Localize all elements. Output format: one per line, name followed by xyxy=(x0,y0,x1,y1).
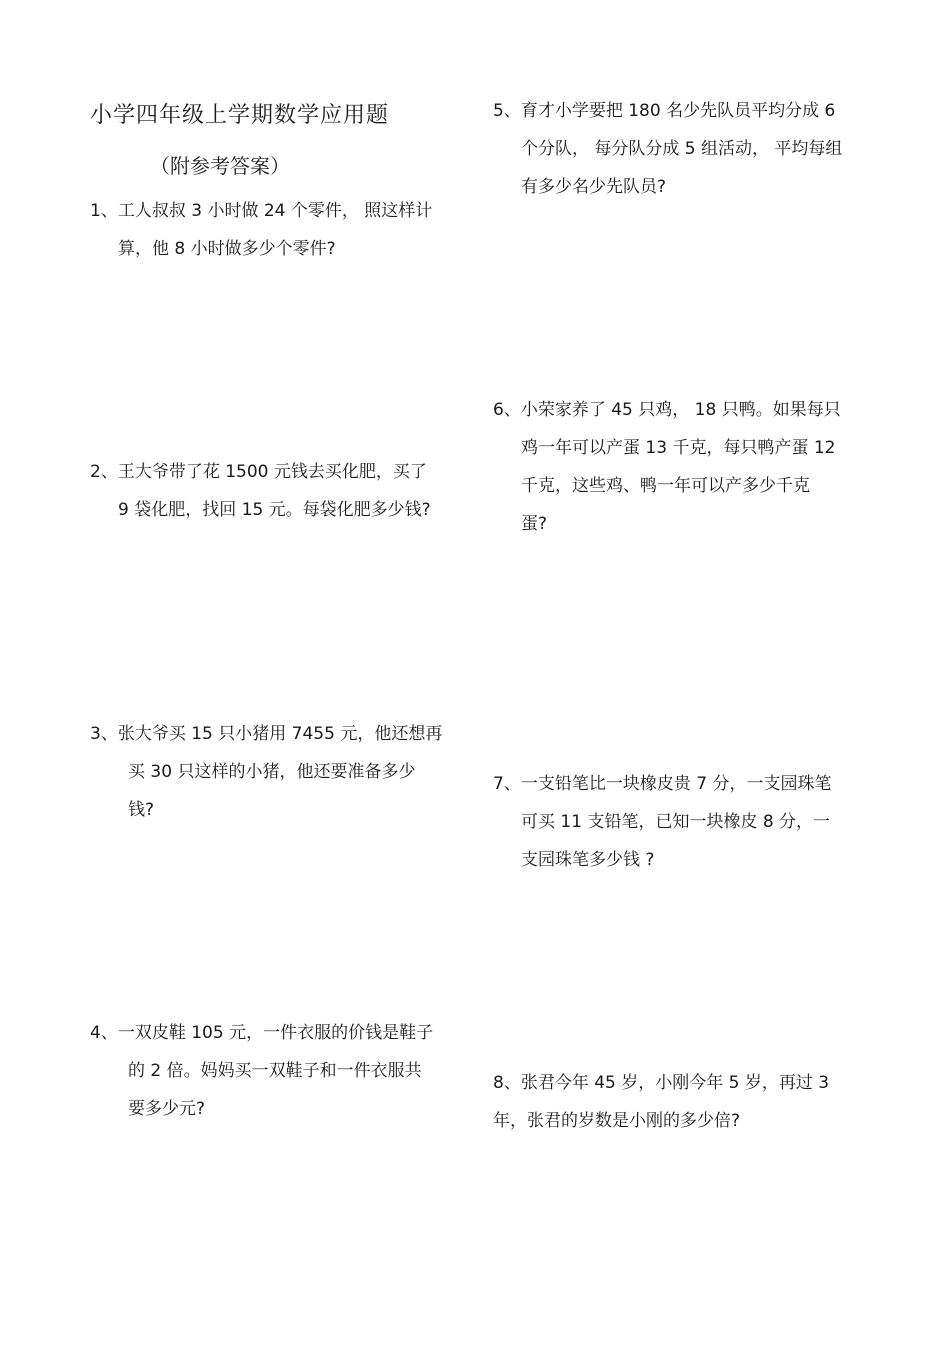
question-line: 年，张君的岁数是小刚的多少倍? xyxy=(493,1111,741,1131)
question-line: 要多少元? xyxy=(128,1099,206,1119)
question-line: 5、育才小学要把 180 名少先队员平均分成 6 xyxy=(493,101,836,121)
question-line: 算，他 8 小时做多少个零件? xyxy=(118,239,336,259)
question-line: 可买 11 支铅笔，已知一块橡皮 8 分，一 xyxy=(521,812,831,832)
question-line: 9 袋化肥，找回 15 元。每袋化肥多少钱? xyxy=(118,500,431,520)
question-line: 买 30 只这样的小猪，他还要准备多少 xyxy=(128,762,416,782)
question-line: 有多少名少先队员? xyxy=(521,177,667,197)
question-line: 千克，这些鸡、鸭一年可以产多少千克 xyxy=(521,476,810,496)
question-line: 钱? xyxy=(128,800,155,820)
question-line: 4、一双皮鞋 105 元，一件衣服的价钱是鞋子 xyxy=(90,1023,434,1043)
question-line: 的 2 倍。妈妈买一双鞋子和一件衣服共 xyxy=(128,1061,422,1081)
question-line: 7、一支铅笔比一块橡皮贵 7 分，一支园珠笔 xyxy=(493,774,832,794)
question-line: 8、张君今年 45 岁，小刚今年 5 岁，再过 3 xyxy=(493,1073,830,1093)
question-line: 2、王大爷带了花 1500 元钱去买化肥，买了 xyxy=(90,462,427,482)
question-4 xyxy=(90,1014,460,1128)
question-2 xyxy=(90,453,460,529)
question-line: 蛋? xyxy=(521,514,548,534)
question-line: 鸡一年可以产蛋 13 千克，每只鸭产蛋 12 xyxy=(521,438,836,458)
question-3 xyxy=(90,715,460,829)
question-1 xyxy=(90,192,460,268)
question-line: 3、张大爷买 15 只小猪用 7455 元，他还想再 xyxy=(90,724,443,744)
question-line: 支园珠笔多少钱 ? xyxy=(521,850,655,870)
question-6 xyxy=(493,391,873,543)
question-8 xyxy=(493,1064,873,1140)
question-7 xyxy=(493,765,873,879)
question-5 xyxy=(493,92,873,206)
question-line: 个分队， 每分队分成 5 组活动， 平均每组 xyxy=(521,139,843,159)
question-line: 6、小荣家养了 45 只鸡， 18 只鸭。如果每只 xyxy=(493,400,841,420)
question-line: 1、工人叔叔 3 小时做 24 个零件， 照这样计 xyxy=(90,201,433,221)
page-subtitle: （附参考答案） xyxy=(150,154,290,178)
page-title: 小学四年级上学期数学应用题 xyxy=(90,103,390,128)
